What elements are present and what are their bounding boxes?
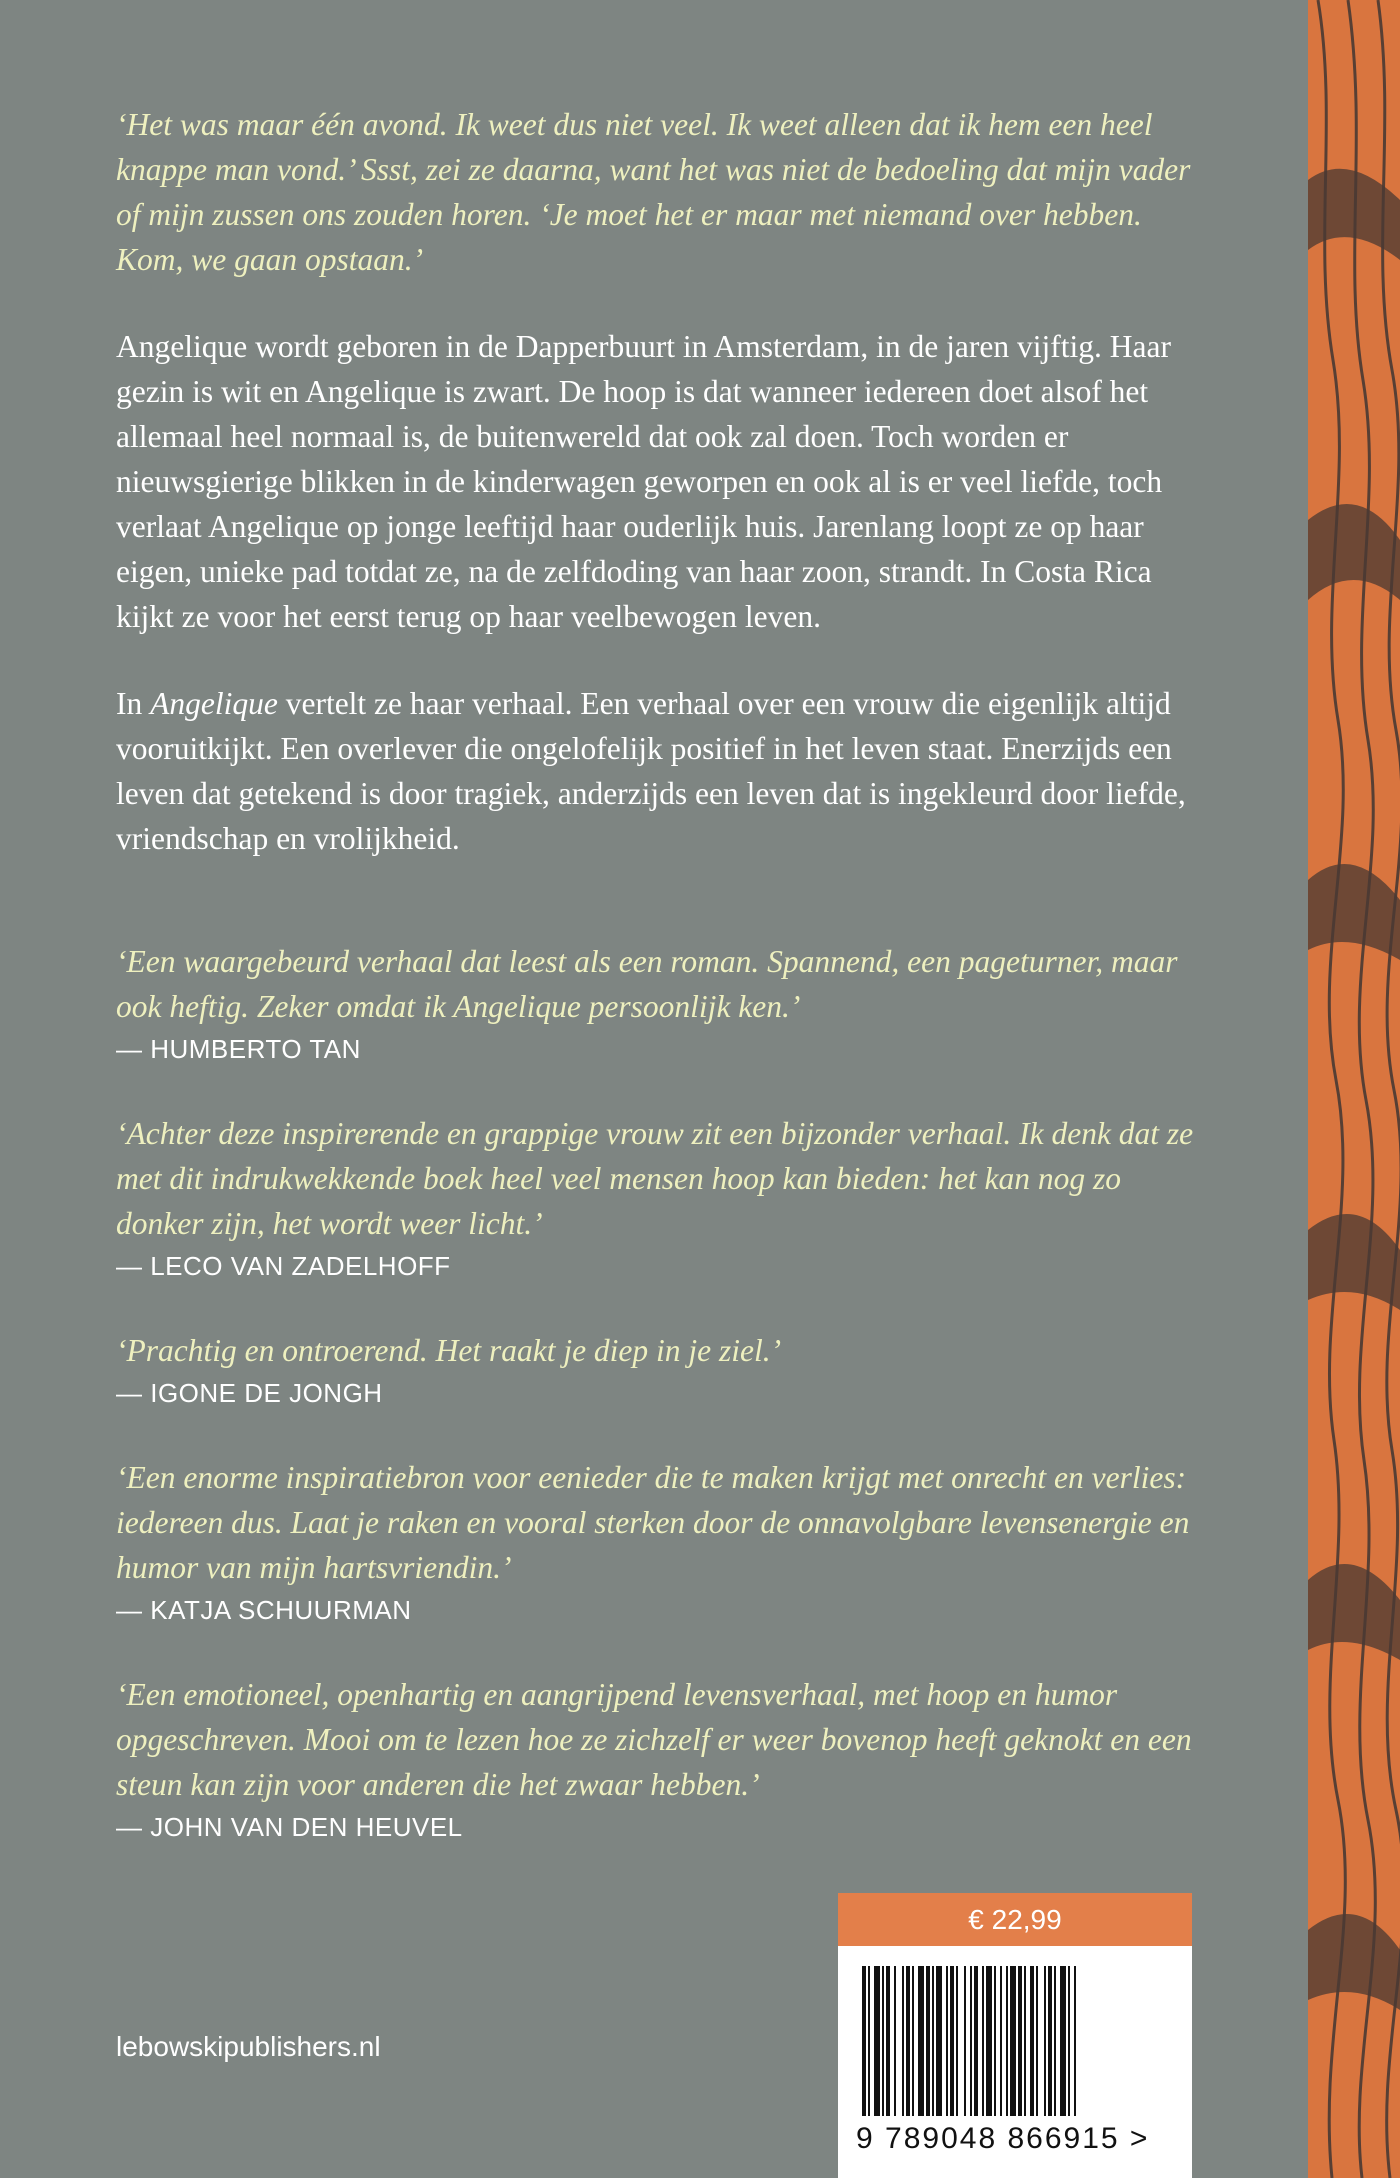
endorsement-text: ‘Een waargebeurd verhaal dat leest als een roman. Spannend, een pageturner, maar ook heftig. Zeker omdat ik Angelique persoonlijk ken.’	[116, 944, 1178, 1024]
engraving-pattern	[1308, 0, 1400, 2178]
barcode-bar	[974, 1966, 978, 2116]
barcode-bar	[946, 1966, 948, 2116]
barcode-bar	[1024, 1966, 1026, 2116]
barcode-bar	[874, 1966, 880, 2116]
book-title-inline: Angelique	[150, 686, 278, 721]
endorsement	[116, 1672, 1196, 1847]
barcode-bars	[858, 1966, 1172, 2116]
barcode-bar	[956, 1966, 958, 2116]
endorsement-author: — HUMBERTO TAN	[116, 1034, 361, 1064]
barcode-bar	[1010, 1966, 1016, 2116]
barcode-bar	[882, 1966, 884, 2116]
barcode-bar	[1030, 1966, 1034, 2116]
barcode-bar	[906, 1966, 910, 2116]
barcode-bar	[918, 1966, 924, 2116]
endorsement	[116, 939, 1196, 1069]
barcode-bar	[1068, 1966, 1070, 2116]
endorsement	[116, 1328, 1196, 1413]
barcode-bar	[868, 1966, 870, 2116]
barcode-bar	[994, 1966, 996, 2116]
barcode-bar	[902, 1966, 904, 2116]
endorsement-author: — KATJA SCHUURMAN	[116, 1595, 412, 1625]
barcode-bar	[1044, 1966, 1046, 2116]
publisher-website: lebowskipublishers.nl	[116, 2031, 381, 2062]
barcode-bar	[886, 1966, 890, 2116]
barcode-bar	[1074, 1966, 1076, 2116]
price-label: € 22,99	[838, 1893, 1192, 1946]
barcode-bar	[912, 1966, 914, 2116]
barcode-bar	[1036, 1966, 1038, 2116]
endorsement-text: ‘Achter deze inspirerende en grappige vrouw zit een bijzonder verhaal. Ik denk dat ze met dit indrukwekkende boek heel veel mensen hoop kan bieden: het kan nog zo donker zijn, het wordt weer licht.’	[116, 1116, 1194, 1241]
barcode-bar	[1000, 1966, 1002, 2116]
barcode-bar	[1048, 1966, 1052, 2116]
barcode-bar	[926, 1966, 930, 2116]
spine-illustration	[1308, 0, 1400, 2178]
barcode-bar	[936, 1966, 942, 2116]
endorsement	[116, 1111, 1196, 1286]
intro-quote: ‘Het was maar één avond. Ik weet dus niet veel. Ik weet alleen dat ik hem een heel knappe man vond.’ Ssst, zei ze daarna, want het was niet de bedoeling dat mijn vader of mijn zussen ons zouden horen. ‘Je moet het er maar met niemand over hebben. Kom, we gaan opstaan.’	[116, 107, 1191, 277]
barcode-bar	[1060, 1966, 1066, 2116]
barcode-bar	[970, 1966, 972, 2116]
summary-paragraph-2	[116, 681, 1196, 861]
isbn-digits: 9 789048 866915 >	[856, 2122, 1150, 2155]
barcode-bar	[1054, 1966, 1056, 2116]
endorsement	[116, 1455, 1196, 1630]
barcode-bar	[950, 1966, 954, 2116]
barcode-bar	[964, 1966, 966, 2116]
barcode-bar	[982, 1966, 984, 2116]
endorsement-text: ‘Een emotioneel, openhartig en aangrijpend levensverhaal, met hoop en humor opgeschreven. Mooi om te lezen hoe ze zichzelf er weer bovenop heeft geknokt en een steun kan zijn voor anderen die het zwaar hebben.’	[116, 1677, 1192, 1802]
cover-text	[116, 102, 1196, 1889]
barcode-bar	[894, 1966, 896, 2116]
endorsement-author: — IGONE DE JONGH	[116, 1378, 383, 1408]
endorsement-text: ‘Prachtig en ontroerend. Het raakt je diep in je ziel.’	[116, 1333, 782, 1368]
summary-paragraph-1: Angelique wordt geboren in de Dapperbuurt in Amsterdam, in de jaren vijftig. Haar gezin is wit en Angelique is zwart. De hoop is dat wanneer iedereen doet alsof het allemaal heel normaal is, de buitenwereld dat ook zal doen. Toch worden er nieuwsgierige blikken in de kinderwagen geworpen en ook al is er veel liefde, toch verlaat Angelique op jonge leeftijd haar ouderlijk huis. Jarenlang loopt ze op haar eigen, unieke pad totdat ze, na de zelfdoding van haar zoon, strandt. In Costa Rica kijkt ze voor het eerst terug op haar veelbewogen leven.	[116, 329, 1171, 634]
endorsement-author: — JOHN VAN DEN HEUVEL	[116, 1812, 463, 1842]
endorsement-text: ‘Een enorme inspiratiebron voor eenieder die te maken krijgt met onrecht en verlies: iedereen dus. Laat je raken en vooral sterken door de onnavolgbare levensenergie en humor van mijn hartsvriendin.’	[116, 1460, 1190, 1585]
barcode-bar	[932, 1966, 934, 2116]
endorsement-author: — LECO VAN ZADELHOFF	[116, 1251, 451, 1281]
barcode-bar	[862, 1966, 866, 2116]
barcode-bar	[1006, 1966, 1008, 2116]
summary-p2-rest: vertelt ze haar verhaal. Een verhaal over een vrouw die eigenlijk altijd vooruitkijkt. Een overlever die ongelofelijk positief in het leven staat. Enerzijds een leven dat getekend is door tragiek, anderzijds een leven dat is ingekleurd door liefde, vriendschap en vrolijkheid.	[116, 686, 1186, 856]
isbn-barcode	[838, 1946, 1192, 2178]
barcode-bar	[986, 1966, 992, 2116]
barcode-bar	[1018, 1966, 1022, 2116]
summary-p2-prefix: In	[116, 686, 151, 721]
endorsements	[116, 939, 1196, 1847]
